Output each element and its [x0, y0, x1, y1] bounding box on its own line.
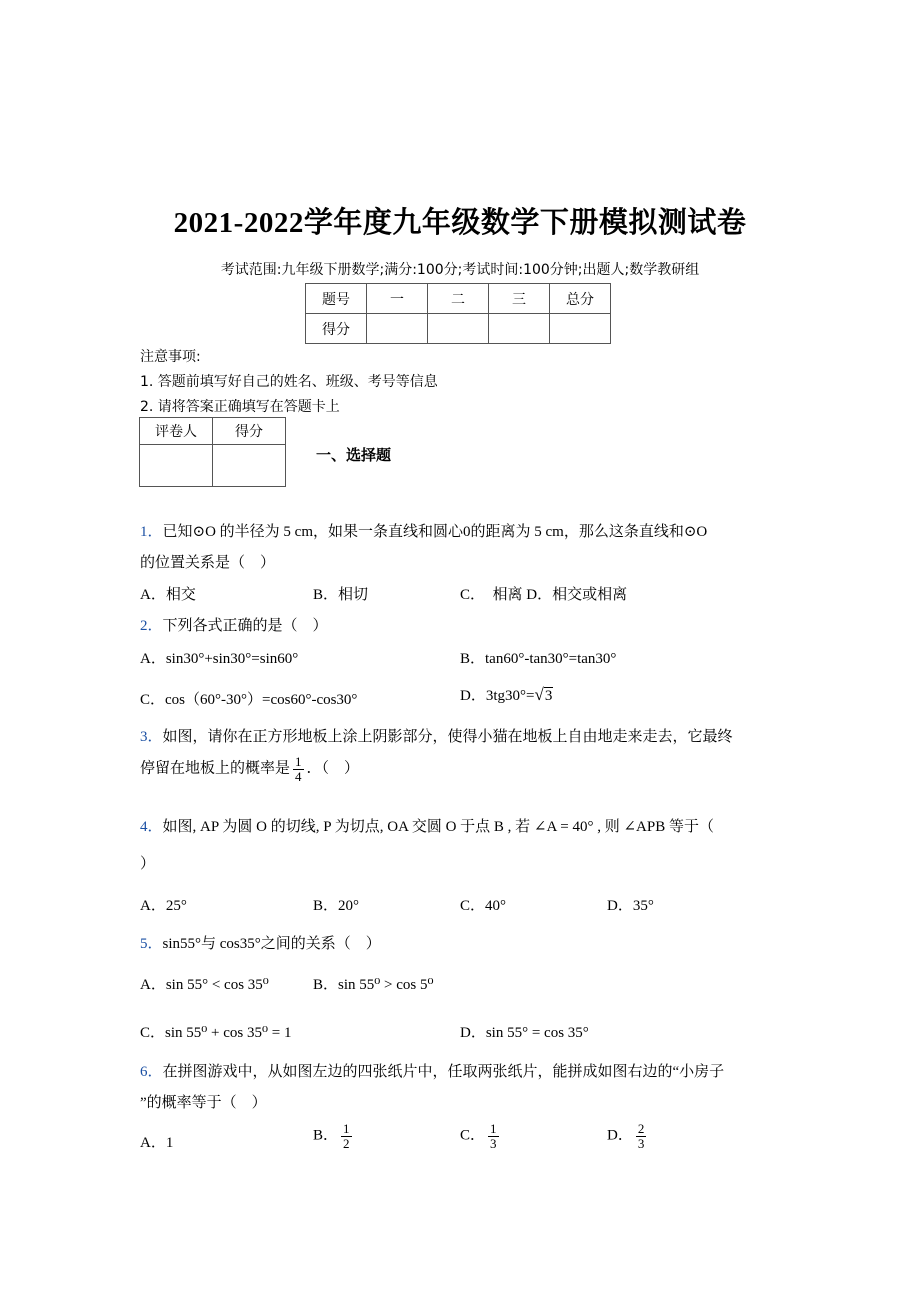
- option-c[interactable]: [460, 1122, 502, 1150]
- option-label: D．: [607, 1127, 633, 1144]
- option-a[interactable]: A．相交: [140, 587, 196, 603]
- sqrt-symbol: √3: [534, 685, 553, 704]
- question-text-line: [140, 755, 359, 783]
- fraction-numerator: 1: [295, 754, 302, 769]
- section-title: 一、选择题: [316, 446, 392, 464]
- question-2: [140, 614, 328, 635]
- option-label: C．: [460, 1127, 486, 1144]
- fraction-numerator: 2: [637, 1121, 645, 1136]
- option-b[interactable]: B．20°: [313, 898, 360, 914]
- option-b[interactable]: B．sin 55⁰ > cos 5⁰: [313, 977, 434, 993]
- grader-cell[interactable]: [140, 445, 213, 487]
- option-b[interactable]: B．tan60°-tan30°=tan30°: [460, 651, 617, 667]
- fraction-numerator: 1: [343, 1121, 350, 1136]
- note-item: 1. 答题前填写好自己的姓名、班级、考号等信息: [140, 374, 438, 390]
- fraction-denominator: 3: [637, 1135, 645, 1151]
- question-text: ）: [140, 856, 156, 872]
- option-text: D．3tg30°=: [460, 688, 535, 704]
- fraction: [293, 755, 304, 783]
- grader-table: [139, 417, 286, 487]
- question-number: 4．: [140, 819, 163, 835]
- question-number: 6．: [140, 1064, 163, 1080]
- radicand: 3: [544, 688, 553, 704]
- option-cd[interactable]: C． 相离 D．相交或相离: [460, 587, 628, 603]
- grader-col-label: 得分: [213, 418, 286, 445]
- option-d[interactable]: D．sin 55° = cos 35°: [460, 1025, 589, 1041]
- score-cell[interactable]: [550, 314, 611, 344]
- option-a[interactable]: A．sin 55° < cos 35⁰: [140, 977, 269, 993]
- question-5: [140, 932, 381, 953]
- score-table: [305, 283, 611, 344]
- option-b[interactable]: B．相切: [313, 587, 369, 603]
- question-text: 如图, AP 为圆 O 的切线, P 为切点, OA 交圆 O 于点 B , 若 ∠A = 40° , 则 ∠APB 等于（: [162, 819, 714, 835]
- question-text: sin55°与 cos35°之间的关系（ ）: [162, 936, 381, 952]
- question-text: 在拼图游戏中，从如图左边的四张纸片中，任取两张纸片，能拼成如图右边的“小房子: [162, 1064, 725, 1080]
- option-d[interactable]: [460, 684, 553, 705]
- score-cell[interactable]: [489, 314, 550, 344]
- question-number: 2．: [140, 618, 163, 634]
- fraction: [488, 1122, 499, 1150]
- fraction-denominator: 2: [343, 1135, 350, 1151]
- question-text: ”的概率等于（ ）: [140, 1095, 267, 1111]
- notes-heading: 注意事项:: [140, 349, 201, 365]
- fraction: [341, 1122, 352, 1150]
- option-d[interactable]: D．35°: [607, 898, 654, 914]
- question-number: 3．: [140, 729, 163, 745]
- option-a[interactable]: A．1: [140, 1135, 174, 1151]
- fraction-denominator: 3: [490, 1135, 497, 1151]
- option-c[interactable]: C．40°: [460, 898, 507, 914]
- question-1: [140, 520, 707, 541]
- grader-col-label: 评卷人: [140, 418, 213, 445]
- score-cell[interactable]: [367, 314, 428, 344]
- question-text: 停留在地板上的概率是: [140, 760, 291, 777]
- score-header-cell: 三: [489, 284, 550, 314]
- option-label: B．: [313, 1127, 339, 1144]
- exam-info: 考试范围:九年级下册数学;满分:100分;考试时间:100分钟;出题人;数学教研组: [220, 262, 700, 278]
- option-d[interactable]: [607, 1122, 649, 1150]
- score-header-cell: 一: [367, 284, 428, 314]
- question-4: [140, 815, 714, 836]
- score-header-cell: 总分: [550, 284, 611, 314]
- score-cell[interactable]: [428, 314, 489, 344]
- score-row-label: 得分: [306, 314, 367, 344]
- option-b[interactable]: [313, 1122, 355, 1150]
- page-title: 2021-2022学年度九年级数学下册模拟测试卷: [173, 207, 747, 239]
- question-number: 1．: [140, 524, 163, 540]
- option-c[interactable]: C．sin 55⁰ + cos 35⁰ = 1: [140, 1025, 292, 1041]
- note-item: 2. 请将答案正确填写在答题卡上: [140, 399, 340, 415]
- question-text: 的位置关系是（ ）: [140, 555, 276, 571]
- option-a[interactable]: A．25°: [140, 898, 187, 914]
- score-table-row: [306, 314, 611, 344]
- score-table-header-row: [306, 284, 611, 314]
- question-text: 如图，请你在正方形地板上涂上阴影部分，使得小猫在地板上自由地走来走去，它最终: [162, 729, 733, 745]
- fraction-numerator: 1: [490, 1121, 497, 1136]
- question-text: 已知⊙O 的半径为 5 cm，如果一条直线和圆心0的距离为 5 cm，那么这条直线和⊙O: [162, 524, 708, 540]
- question-3: [140, 725, 733, 746]
- score-header-cell: 题号: [306, 284, 367, 314]
- fraction-denominator: 4: [295, 768, 302, 784]
- score-header-cell: 二: [428, 284, 489, 314]
- option-a[interactable]: A．sin30°+sin30°=sin60°: [140, 651, 299, 667]
- fraction: [636, 1122, 647, 1150]
- grader-cell[interactable]: [213, 445, 286, 487]
- question-6: [140, 1060, 724, 1081]
- question-text: ．（ ）: [306, 760, 360, 777]
- option-c[interactable]: C．cos（60°-30°）=cos60°-cos30°: [140, 692, 358, 708]
- question-number: 5．: [140, 936, 163, 952]
- question-text: 下列各式正确的是（ ）: [162, 618, 328, 634]
